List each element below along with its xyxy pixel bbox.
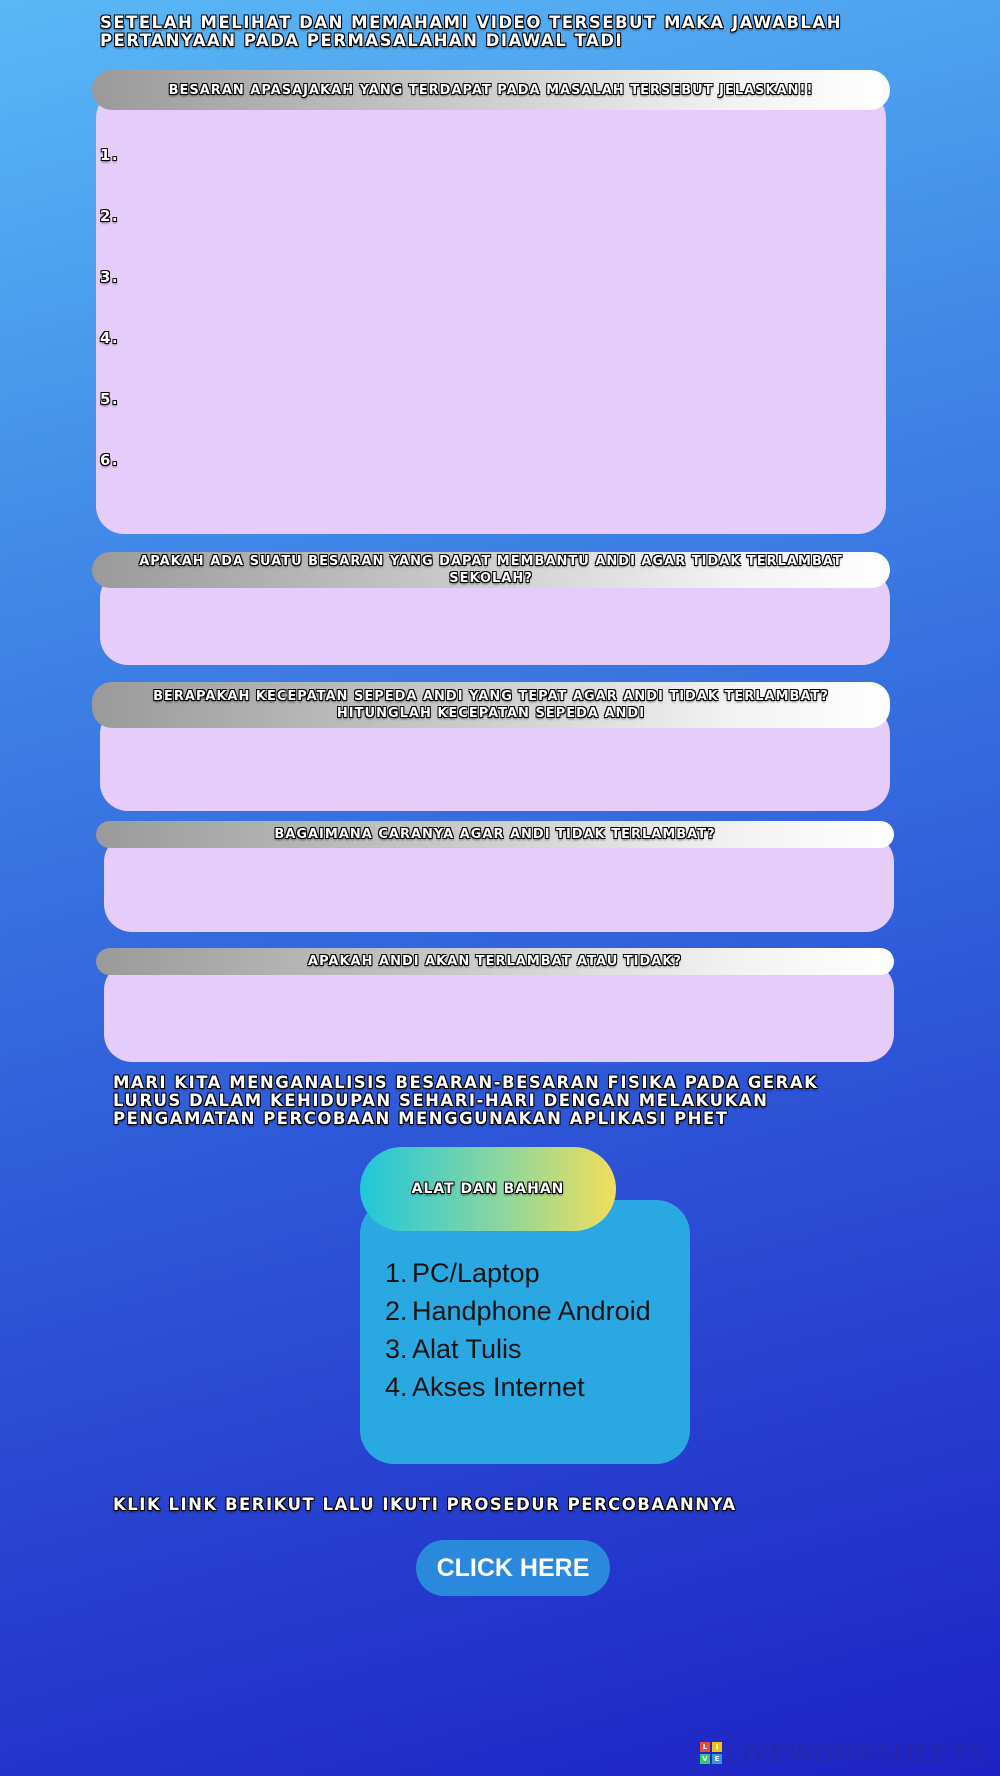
tools-title-tab <box>360 1147 616 1231</box>
tools-item-label: Akses Internet <box>412 1372 585 1402</box>
tools-item-label: Handphone Android <box>412 1296 651 1326</box>
tools-item-number: 3. <box>385 1334 408 1364</box>
q4-answer-panel[interactable] <box>104 834 894 932</box>
q5-title: APAKAH ANDI AKAN TERLAMBAT ATAU TIDAK? <box>308 954 682 969</box>
tools-item-number: 4. <box>385 1372 408 1402</box>
q1-item-3: 3. <box>100 268 120 286</box>
q1-answer-panel[interactable] <box>96 90 886 534</box>
q5-answer-panel[interactable] <box>104 962 894 1062</box>
q2-title-bar <box>92 552 890 588</box>
tools-item-number: 2. <box>385 1296 408 1326</box>
liveworksheets-logo-icon <box>700 1742 722 1764</box>
q1-item-4: 4. <box>100 329 120 347</box>
link-heading: KLIK LINK BERIKUT LALU IKUTI PROSEDUR PERCOBAANNYA <box>113 1495 737 1514</box>
intro-heading: SETELAH MELIHAT DAN MEMAHAMI VIDEO TERSEBUT MAKA JAWABLAH PERTANYAAN PADA PERMASALAHAN DIAWAL TADI <box>100 13 843 50</box>
q3-title: BERAPAKAH KECEPATAN SEPEDA ANDI YANG TEPAT AGAR ANDI TIDAK TERLAMBAT? HITUNGLAH KECEPATAN SEPEDA ANDI <box>153 689 829 721</box>
tools-item <box>385 1254 651 1292</box>
q1-item-1: 1. <box>100 146 120 164</box>
tools-item <box>385 1292 651 1330</box>
q5-title-bar <box>96 948 894 975</box>
tools-title: ALAT DAN BAHAN <box>411 1181 565 1197</box>
q1-item-2: 2. <box>100 207 120 225</box>
q3-title-bar <box>92 682 890 728</box>
tools-item <box>385 1330 651 1368</box>
liveworksheets-logo-text: LIVEWORKSHEETS <box>726 1737 987 1768</box>
tools-item-label: PC/Laptop <box>412 1258 540 1288</box>
q1-title: BESARAN APASAJAKAH YANG TERDAPAT PADA MASALAH TERSEBUT JELASKAN!! <box>168 82 814 98</box>
click-here-button[interactable]: CLICK HERE <box>416 1540 610 1596</box>
q1-title-bar <box>92 70 890 110</box>
logo-mark-letter: V <box>700 1754 710 1764</box>
q4-title-bar <box>96 821 894 848</box>
logo-mark-letter: L <box>700 1742 710 1752</box>
liveworksheets-logo <box>700 1737 987 1768</box>
tools-item-number: 1. <box>385 1258 408 1288</box>
tools-item <box>385 1368 651 1406</box>
tools-list <box>385 1254 651 1406</box>
analysis-heading: MARI KITA MENGANALISIS BESARAN-BESARAN FISIKA PADA GERAK LURUS DALAM KEHIDUPAN SEHARI-HARI DENGAN MELAKUKAN PENGAMATAN PERCOBAAN MENGGUNAKAN APLIKASI PHET <box>113 1073 819 1128</box>
q4-title: BAGAIMANA CARANYA AGAR ANDI TIDAK TERLAMBAT? <box>274 827 716 842</box>
q1-item-5: 5. <box>100 390 120 408</box>
tools-item-label: Alat Tulis <box>412 1334 522 1364</box>
q2-title: APAKAH ADA SUATU BESARAN YANG DAPAT MEMBANTU ANDI AGAR TIDAK TERLAMBAT SEKOLAH? <box>139 554 843 586</box>
q1-item-6: 6. <box>100 451 120 469</box>
logo-mark-letter: E <box>712 1754 722 1764</box>
logo-mark-letter: I <box>712 1742 722 1752</box>
